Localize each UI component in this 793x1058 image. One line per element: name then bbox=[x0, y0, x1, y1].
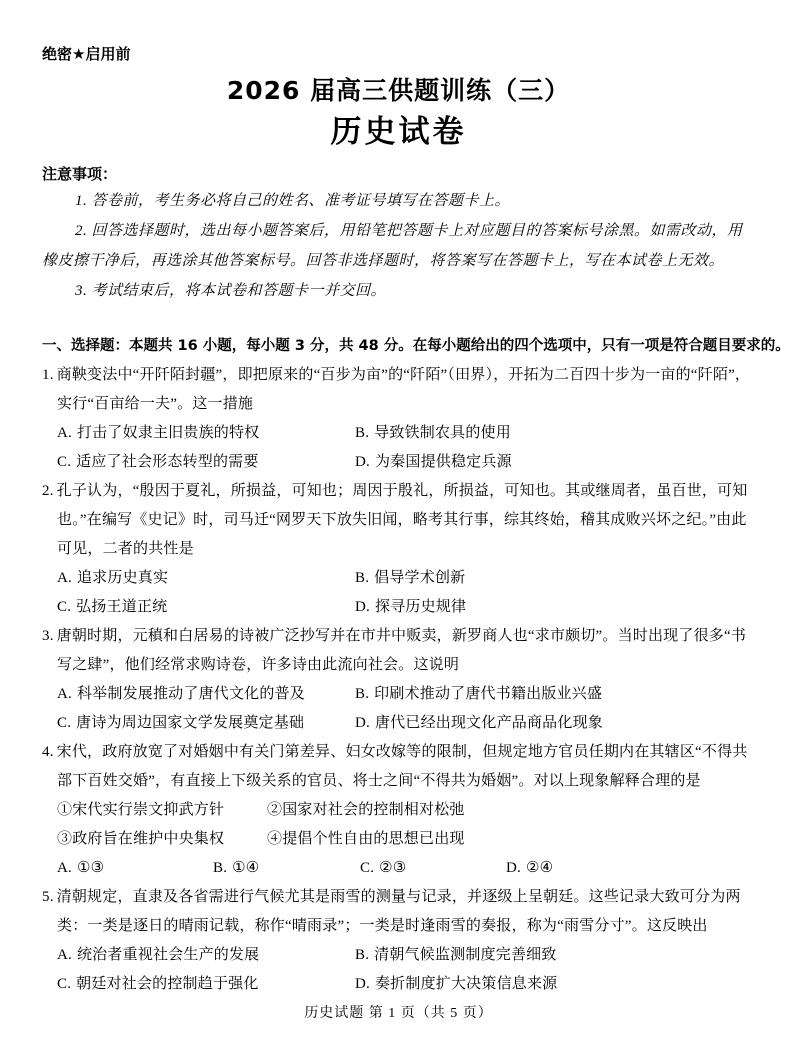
option-text: 为秦国提供稳定兵源 bbox=[374, 454, 512, 470]
option-b bbox=[355, 419, 755, 448]
question-text: 孔子认为，“殷因于夏礼，所损益，可知也；周因于殷礼，所损益，可知也。其或继周者，虽百世，可知也。”在编写《史记》时，司马迁“网罗天下放失旧闻，略考其行事，综其终始，稽其成败兴坏之纪。”由此可见，二者的共性是 bbox=[56, 483, 748, 557]
option-text: ②③ bbox=[379, 860, 407, 876]
notice-item-1: 1. 答卷前，考生务必将自己的姓名、准考证号填写在答题卡上。 bbox=[75, 193, 511, 209]
option-text: 唐代已经出现文化产品商品化现象 bbox=[374, 715, 603, 731]
option-text: ②④ bbox=[525, 860, 554, 876]
option-text: 唐诗为周边国家文学发展奠定基础 bbox=[76, 715, 305, 731]
option-text: 科举制发展推动了唐代文化的普及 bbox=[76, 686, 305, 702]
option-b bbox=[355, 564, 755, 593]
option-text: 探寻历史规律 bbox=[374, 599, 467, 615]
option-label: D. bbox=[355, 715, 370, 731]
option-d bbox=[355, 593, 755, 622]
option-label: D. bbox=[355, 976, 370, 992]
question-stem bbox=[42, 622, 755, 680]
question-1 bbox=[42, 361, 755, 477]
option-a bbox=[57, 564, 355, 593]
section-heading: 一、选择题：本题共 16 小题，每小题 3 分，共 48 分。在每小题给出的四个选项中，只有一项是符合题目要求的。 bbox=[42, 338, 790, 354]
option-label: C. bbox=[57, 599, 72, 615]
option-label: D. bbox=[355, 599, 370, 615]
option-a bbox=[57, 941, 355, 970]
subject-title: 历史试卷 bbox=[330, 114, 467, 150]
option-c bbox=[360, 854, 506, 883]
question-number: 2. bbox=[42, 483, 54, 499]
question-4 bbox=[42, 738, 755, 883]
option-label: D. bbox=[506, 860, 521, 876]
option-c bbox=[57, 709, 355, 738]
option-d bbox=[355, 709, 755, 738]
option-text: 打击了奴隶主旧贵族的特权 bbox=[76, 425, 260, 441]
option-d bbox=[355, 970, 755, 999]
question-options bbox=[42, 941, 755, 999]
option-label: A. bbox=[57, 686, 72, 702]
option-b bbox=[213, 854, 360, 883]
exam-title: 2026 届高三供题训练（三） bbox=[226, 76, 571, 105]
option-text: 倡导学术创新 bbox=[374, 570, 466, 586]
notice-heading: 注意事项： bbox=[42, 165, 118, 183]
statement-2: ②国家对社会的控制相对松弛 bbox=[267, 802, 465, 818]
question-stem bbox=[42, 477, 755, 564]
option-text: 统治者重视社会生产的发展 bbox=[76, 947, 260, 963]
option-text: 印刷术推动了唐代书籍出版业兴盛 bbox=[374, 686, 603, 702]
question-text: 商鞅变法中“开阡陌封疆”，即把原来的“百步为亩”的“阡陌”（田界），开拓为二百四十步为一亩的“阡陌”，实行“百亩给一夫”。这一措施 bbox=[56, 367, 751, 412]
question-options bbox=[42, 419, 755, 477]
option-text: ①④ bbox=[232, 860, 260, 876]
statement-1: ①宋代实行崇文抑武方针 bbox=[57, 802, 225, 818]
statement-3: ③政府旨在维护中央集权 bbox=[57, 831, 225, 847]
question-5 bbox=[42, 883, 755, 999]
option-label: B. bbox=[355, 686, 370, 702]
classification-label: 绝密★启用前 bbox=[42, 45, 131, 63]
question-number: 4. bbox=[42, 744, 54, 760]
option-d bbox=[355, 448, 755, 477]
option-text: 适应了社会形态转型的需要 bbox=[76, 454, 259, 470]
option-label: C. bbox=[57, 454, 72, 470]
option-a bbox=[57, 854, 213, 883]
question-text: 清朝规定，直隶及各省需进行气候尤其是雨雪的测量与记录，并逐级上呈朝廷。这些记录大致可分为两类：一类是逐日的晴雨记载，称作“晴雨录”；一类是时逢雨雪的奏报，称为“雨雪分寸”。这反映出 bbox=[56, 889, 741, 934]
option-b bbox=[355, 941, 755, 970]
statement-4: ④提倡个性自由的思想已出现 bbox=[267, 831, 465, 847]
option-label: A. bbox=[57, 425, 72, 441]
option-text: 清朝气候监测制度完善细致 bbox=[374, 947, 557, 963]
option-text: 追求历史真实 bbox=[76, 570, 169, 586]
page-footer: 历史试题 第 1 页（共 5 页） bbox=[304, 1006, 493, 1021]
option-d bbox=[506, 854, 755, 883]
question-text: 唐朝时期，元稹和白居易的诗被广泛抄写并在市井中贩卖，新罗商人也“求市颇切”。当时出现了很多“书写之肆”，他们经常求购诗卷，许多诗由此流向社会。这说明 bbox=[56, 628, 747, 673]
option-c bbox=[57, 448, 355, 477]
option-label: A. bbox=[57, 570, 72, 586]
question-2 bbox=[42, 477, 755, 622]
option-a bbox=[57, 680, 355, 709]
option-label: B. bbox=[355, 947, 370, 963]
option-text: 弘扬王道正统 bbox=[76, 599, 168, 615]
option-c bbox=[57, 593, 355, 622]
question-statements bbox=[42, 796, 755, 854]
question-stem bbox=[42, 361, 755, 419]
question-number: 5. bbox=[42, 889, 54, 905]
question-number: 3. bbox=[42, 628, 54, 644]
option-c bbox=[57, 970, 355, 999]
question-stem bbox=[42, 738, 755, 796]
option-label: B. bbox=[355, 425, 370, 441]
option-text: ①③ bbox=[76, 860, 105, 876]
question-options bbox=[42, 564, 755, 622]
option-text: 朝廷对社会的控制趋于强化 bbox=[76, 976, 259, 992]
notice-item-2: 2. 回答选择题时，选出每小题答案后，用铅笔把答题卡上对应题目的答案标号涂黑。如需改动，用橡皮擦干净后，再选涂其他答案标号。回答非选择题时，将答案写在答题卡上，写在本试卷上无效。 bbox=[42, 223, 743, 269]
option-label: D. bbox=[355, 454, 370, 470]
option-label: C. bbox=[57, 976, 72, 992]
question-text: 宋代，政府放宽了对婚姻中有关门第差异、妇女改嫁等的限制，但规定地方官员任期内在其辖区“不得共部下百姓交婚”，有直接上下级关系的官员、将士之间“不得共为婚姻”。对以上现象解释合理的是 bbox=[56, 744, 748, 789]
option-label: A. bbox=[57, 860, 72, 876]
notice-item-3: 3. 考试结束后，将本试卷和答题卡一并交回。 bbox=[75, 283, 387, 299]
question-stem bbox=[42, 883, 755, 941]
option-label: A. bbox=[57, 947, 72, 963]
option-label: C. bbox=[57, 715, 72, 731]
option-text: 导致铁制农具的使用 bbox=[374, 425, 511, 441]
option-text: 奏折制度扩大决策信息来源 bbox=[374, 976, 558, 992]
question-3 bbox=[42, 622, 755, 738]
question-number: 1. bbox=[42, 367, 54, 383]
question-options bbox=[42, 854, 755, 883]
option-label: B. bbox=[213, 860, 228, 876]
option-a bbox=[57, 419, 355, 448]
notice-section bbox=[42, 162, 755, 306]
option-label: B. bbox=[355, 570, 370, 586]
option-label: C. bbox=[360, 860, 375, 876]
option-b bbox=[355, 680, 755, 709]
question-options bbox=[42, 680, 755, 738]
